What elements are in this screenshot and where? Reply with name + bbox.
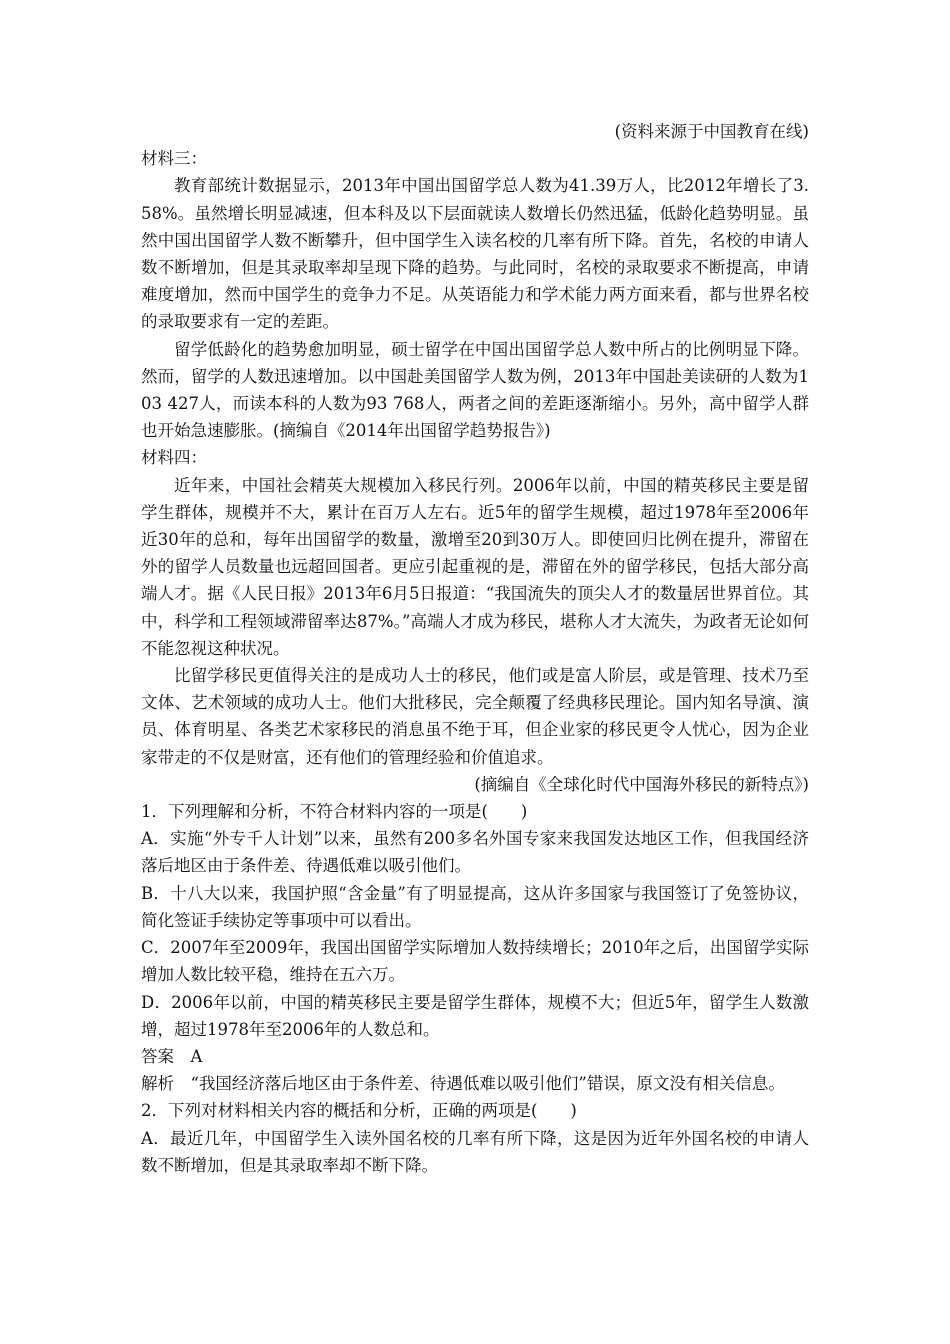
question-1-option-a: A．实施“外专千人计划”以来，虽然有200多名外国专家来我国发达地区工作，但我国经济落后地区由于条件差、待遇低难以吸引他们。 [141,829,809,876]
material3-paragraph-1: 教育部统计数据显示，2013年中国出国留学总人数为41.39万人，比2012年增长了3.58%。虽然增长明显减速，但本科及以下层面就读人数增长仍然迅猛，低龄化趋势明显。虽然中国出国留学人数不断攀升，但中国学生入读名校的几率有所下降。首先，名校的申请人数不断增加，但是其录取率却呈现下降的趋势。与此同时，名校的录取要求不断提高，申请难度增加，然而中国学生的竞争力不足。从英语能力和学术能力两方面来看，都与世界名校的录取要求有一定的差距。 [141,176,809,332]
material4-heading: 材料四： [141,448,207,468]
question-1-answer: 答案 A [141,1046,203,1066]
material4-paragraph-2: 比留学移民更值得关注的是成功人士的移民，他们或是富人阶层，或是管理、技术乃至文体、艺术领域的成功人士。他们大批移民，完全颠覆了经典移民理论。国内知名导演、演员、体育明星、各类艺术家移民的消息虽不绝于耳，但企业家的移民更令人忧心，因为企业家带走的不仅是财富，还有他们的管理经验和价值追求。 [141,666,809,767]
question-2-stem: 2．下列对材料相关内容的概括和分析，正确的两项是( ) [141,1101,577,1121]
material4-paragraph-1: 近年来，中国社会精英大规模加入移民行列。2006年以前，中国的精英移民主要是留学生群体，规模并不大，累计在百万人左右。近5年的留学生规模，超过1978年至2006年近30年的总和，每年出国留学的数量，激增至20到30万人。即使回归比例在提升，滞留在外的留学人员数量也远超回国者。更应引起重视的是，滞留在外的留学移民，包括大部分高端人才。据《人民日报》2013年6月5日报道：“我国流失的顶尖人才的数量居世界首位。其中，科学和工程领域滞留率达87%。”高端人才成为移民，堪称人才大流失，为政者无论如何不能忽视这种状况。 [141,475,809,658]
material3-heading: 材料三： [141,149,207,169]
question-1-option-d: D．2006年以前，中国的精英移民主要是留学生群体，规模不大；但近5年，留学生人数激增，超过1978年至2006年的人数总和。 [141,992,809,1039]
question-1-stem: 1．下列理解和分析，不符合材料内容的一项是( ) [141,802,528,822]
question-1-analysis: 解析 “我国经济落后地区由于条件差、待遇低难以吸引他们”错误，原文没有相关信息。 [141,1074,785,1094]
question-1-option-c: C．2007年至2009年，我国出国留学实际增加人数持续增长；2010年之后，出国留学实际增加人数比较平稳，维持在五六万。 [141,938,809,985]
document-body [141,118,809,1179]
question-2-option-a: A．最近几年，中国留学生入读外国名校的几率有所下降，这是因为近年外国名校的申请人数不断增加，但是其录取率却不断下降。 [141,1128,809,1175]
source-note: (资料来源于中国教育在线) [614,122,809,141]
material4-source: (摘编自《全球化时代中国海外移民的新特点》) [474,774,809,794]
material3-paragraph-2: 留学低龄化的趋势愈加明显，硕士留学在中国出国留学总人数中所占的比例明显下降。然而，留学的人数迅速增加。以中国赴美国留学人数为例，2013年中国赴美读研的人数为103 427人，而读本科的人数为93 768人，两者之间的差距逐渐缩小。另外，高中留学人群也开始急速膨胀。(摘编自《2014年出国留学趋势报告》) [141,339,809,441]
question-1-option-b: B．十八大以来，我国护照“含金量”有了明显提高，这从许多国家与我国签订了免签协议，简化签证手续协定等事项中可以看出。 [141,883,809,930]
